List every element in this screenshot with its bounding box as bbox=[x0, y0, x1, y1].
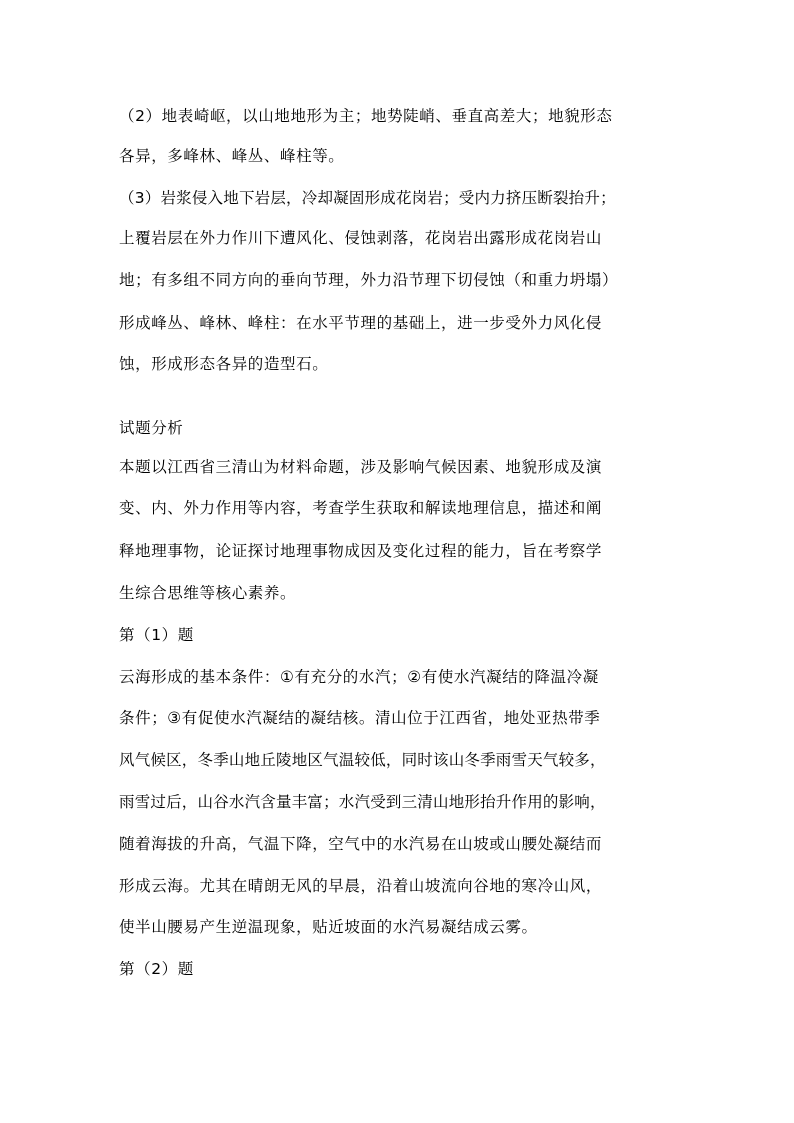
answer-line-5: 地；有多组不同方向的垂向节理，外力沿节理下切侵蚀（和重力坍塌） bbox=[119, 271, 619, 289]
analysis-line-2: 变、内、外力作用等内容，考查学生获取和解读地理信息，描述和阐 bbox=[119, 499, 603, 517]
answer-line-7: 蚀，形成形态各异的造型石。 bbox=[119, 355, 329, 373]
q1-line-3: 风气候区，冬季山地丘陵地区气温较低，同时该山冬季雨雪天气较多， bbox=[119, 751, 606, 769]
analysis-line-3: 释地理事物，论证探讨地理事物成因及变化过程的能力，旨在考察学 bbox=[119, 542, 603, 560]
q1-line-6: 形成云海。尤其在晴朗无风的早晨，沿着山坡流向谷地的寒冷山风， bbox=[119, 877, 603, 895]
q1-heading: 第（1）题 bbox=[119, 626, 194, 644]
q1-line-5: 随着海拔的升高，气温下降，空气中的水汽易在山坡或山腰处凝结而 bbox=[119, 835, 603, 853]
q1-line-4: 雨雪过后，山谷水汽含量丰富；水汽受到三清山地形抬升作用的影响， bbox=[119, 793, 606, 811]
answer-line-4: 上覆岩层在外力作川下遭风化、侵蚀剥落，花岗岩出露形成花岗岩山 bbox=[119, 229, 603, 247]
analysis-line-4: 生综合思维等核心素养。 bbox=[119, 584, 297, 602]
analysis-line-1: 本题以江西省三清山为材料命题，涉及影响气候因素、地貌形成及演 bbox=[119, 458, 603, 476]
analysis-heading: 试题分析 bbox=[119, 419, 184, 437]
q2-heading: 第（2）题 bbox=[119, 960, 194, 978]
answer-line-6: 形成峰丛、峰林、峰柱：在水平节理的基础上，进一步受外力风化侵 bbox=[119, 314, 603, 332]
answer-line-1: （2）地表崎岖，以山地地形为主；地势陡峭、垂直高差大；地貌形态 bbox=[119, 107, 613, 125]
q1-line-7: 使半山腰易产生逆温现象，贴近坡面的水汽易凝结成云雾。 bbox=[119, 918, 538, 936]
q1-line-1: 云海形成的基本条件：①有充分的水汽；②有使水汽凝结的降温冷凝 bbox=[119, 668, 599, 686]
q1-line-2: 条件；③有促使水汽凝结的凝结核。清山位于江西省，地处亚热带季 bbox=[119, 709, 601, 727]
answer-line-2: 各异，多峰林、峰丛、峰柱等。 bbox=[119, 147, 345, 165]
answer-line-3: （3）岩浆侵入地下岩层，冷却凝固形成花岗岩；受内力挤压断裂抬升； bbox=[119, 189, 616, 207]
